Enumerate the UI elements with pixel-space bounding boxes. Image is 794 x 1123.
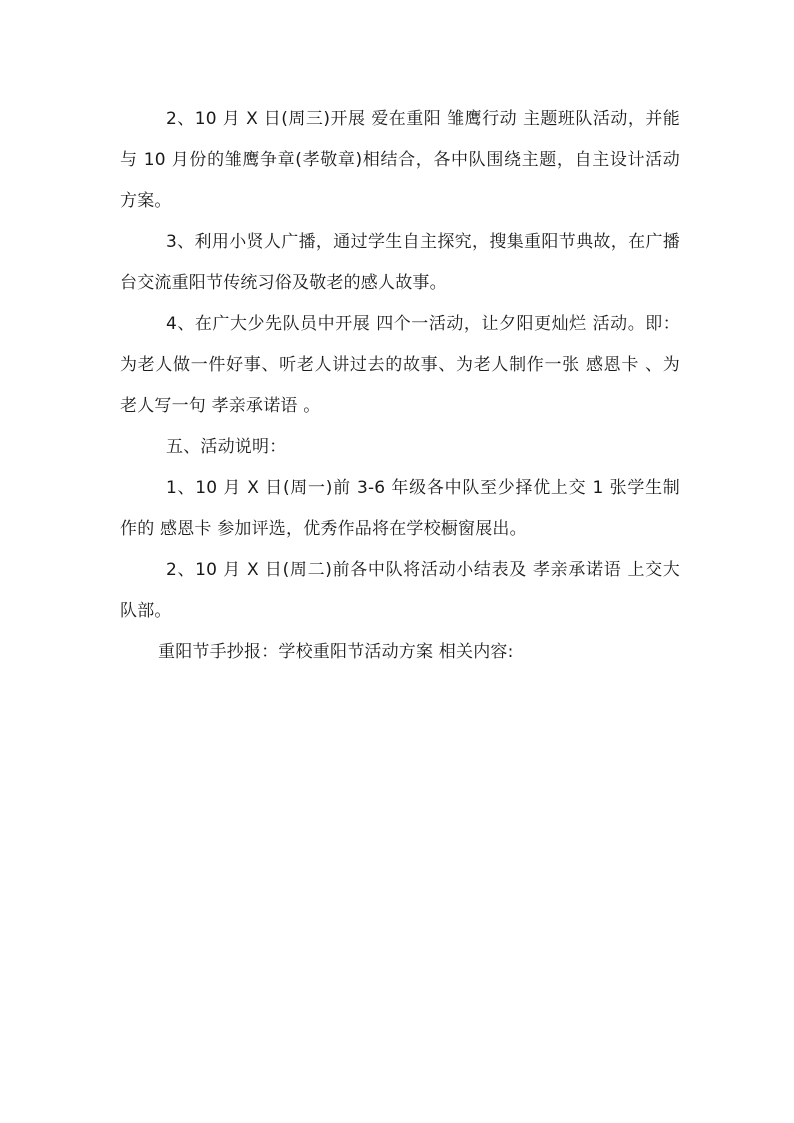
paragraph-note-2: 2、10 月 X 日(周二)前各中队将活动小结表及 孝亲承诺语 上交大队部。 (120, 560, 680, 621)
paragraph-activity-4: 4、在广大少先队员中开展 四个一活动，让夕阳更灿烂 活动。即：为老人做一件好事、听老人讲过去的故事、为老人制作一张 感恩卡 、为老人写一句 孝亲承诺语 。 (120, 314, 680, 416)
paragraph-activity-3: 3、利用小贤人广播，通过学生自主探究，搜集重阳节典故，在广播台交流重阳节传统习俗及敬老的感人故事。 (120, 232, 680, 293)
paragraph-activity-2: 2、10 月 X 日(周三)开展 爱在重阳 雏鹰行动 主题班队活动，并能与 10 月份的雏鹰争章(孝敬章)相结合，各中队围绕主题，自主设计活动方案。 (120, 109, 680, 211)
section-heading-activity-notes: 五、活动说明： (166, 437, 287, 457)
related-content-line: 重阳节手抄报：学校重阳节活动方案 相关内容: (158, 642, 514, 662)
document-body (120, 99, 680, 673)
paragraph-note-1: 1、10 月 X 日(周一)前 3-6 年级各中队至少择优上交 1 张学生制作的 感恩卡 参加评选，优秀作品将在学校橱窗展出。 (120, 478, 680, 539)
